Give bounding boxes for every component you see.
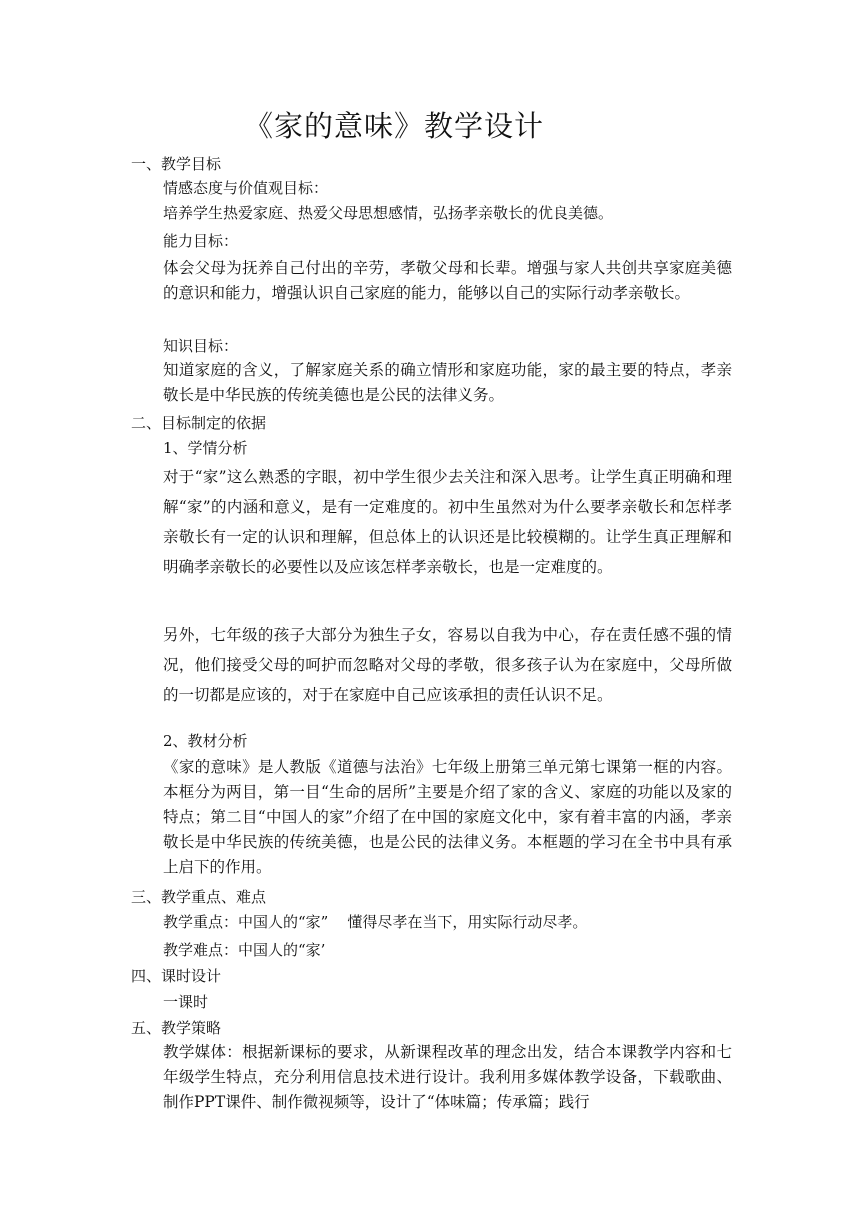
section-heading-strategy: 五、教学策略 <box>131 1019 222 1037</box>
section-heading-objectives: 一、教学目标 <box>131 155 222 173</box>
knowledge-goal-label: 知识目标： <box>163 337 239 355</box>
student-analysis-paragraph-1: 对于“家”这么熟悉的字眼，初中学生很少去关注和深入思考。让学生真正明确和理解“家”的内涵和意义，是有一定难度的。初中生虽然对为什么要孝亲敬长和怎样孝亲敬长有一定的认识和理解，但总体上的认识还是比较模糊的。让学生真正理解和明确孝亲敬长的必要性以及应该怎样孝亲敬长，也是一定难度的。 <box>163 468 732 576</box>
section-heading-schedule: 四、课时设计 <box>131 967 222 985</box>
textbook-analysis-subheading: 2、教材分析 <box>163 732 248 750</box>
student-analysis-subheading: 1、学情分析 <box>163 439 248 457</box>
knowledge-goal-text: 知道家庭的含义，了解家庭关系的确立情形和家庭功能，家的最主要的特点，孝亲敬长是中华民族的传统美德也是公民的法律义务。 <box>163 361 732 404</box>
textbook-analysis-paragraph: 《家的意味》是人教版《道德与法治》七年级上册第三单元第七课第一框的内容。本框分为两目，第一目“生命的居所”主要是介绍了家的含义、家庭的功能以及家的特点；第二目“中国人的家”介绍了在中国的家庭文化中，家有着丰富的内涵，孝亲敬长是中华民族的传统美德，也是公民的法律义务。本框题的学习在全书中具有承上启下的作用。 <box>163 758 732 876</box>
ability-goal-text: 体会父母为抚养自己付出的辛劳，孝敬父母和长辈。增强与家人共创共享家庭美德的意识和能力，增强认识自己家庭的能力，能够以自己的实际行动孝亲敬长。 <box>163 259 732 302</box>
schedule-text: 一课时 <box>163 993 209 1011</box>
section-heading-key-points: 三、教学重点、难点 <box>131 888 267 906</box>
document-title: 《家的意味》教学设计 <box>244 109 545 143</box>
key-point-text: 教学重点：中国人的“家” 懂得尽孝在当下，用实际行动尽孝。 <box>163 913 588 931</box>
section-heading-basis: 二、目标制定的依据 <box>131 414 267 432</box>
difficult-point-text: 教学难点：中国人的“家’ <box>163 941 326 959</box>
emotion-goal-label: 情感态度与价值观目标： <box>163 179 329 197</box>
emotion-goal-text: 培养学生热爱家庭、热爱父母思想感情，弘扬孝亲敬长的优良美德。 <box>163 204 614 222</box>
student-analysis-paragraph-2: 另外，七年级的孩子大部分为独生子女，容易以自我为中心，存在责任感不强的情况，他们接受父母的呵护而忽略对父母的孝敬，很多孩子认为在家庭中，父母所做的一切都是应该的，对于在家庭中自己应该承担的责任认识不足。 <box>163 626 732 704</box>
strategy-paragraph: 教学媒体：根据新课标的要求，从新课程改革的理念出发，结合本课教学内容和七年级学生特点，充分利用信息技术进行设计。我利用多媒体教学设备，下载歌曲、制作PPT课件、制作微视频等，设计了“体味篇；传承篇；践行 <box>163 1043 732 1111</box>
ability-goal-label: 能力目标： <box>163 232 239 250</box>
